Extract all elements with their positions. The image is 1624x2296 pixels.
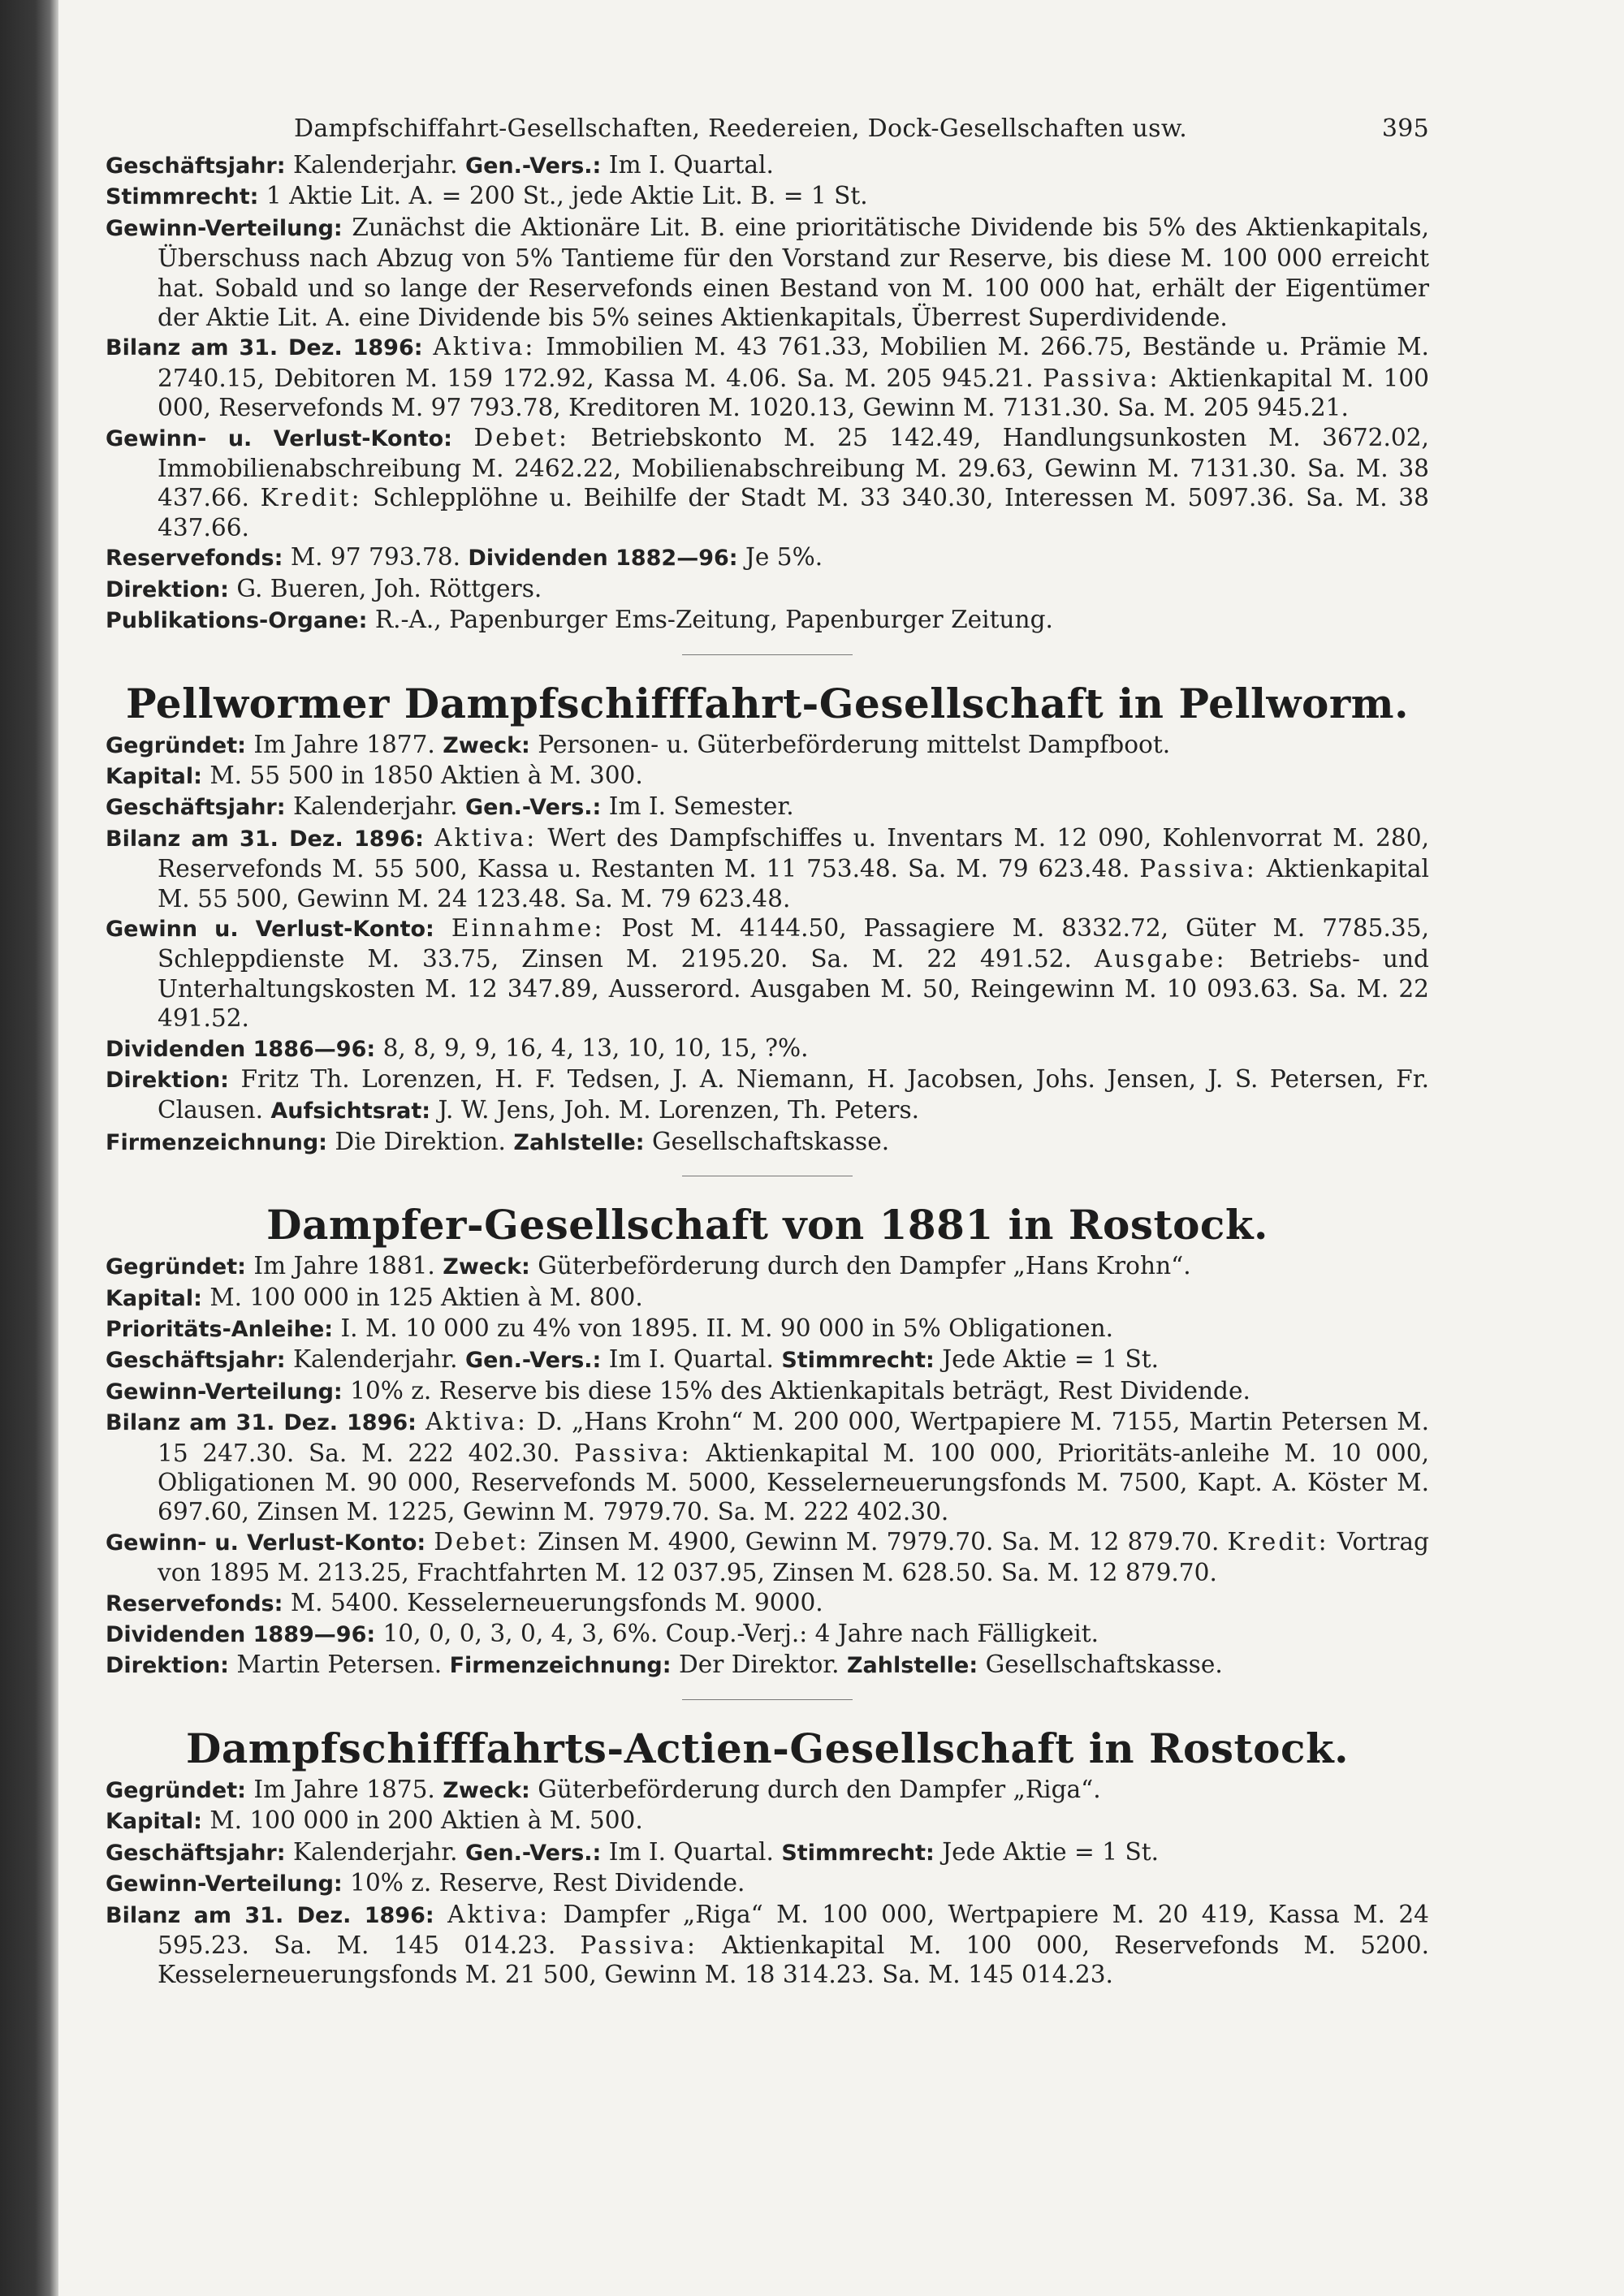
entry-pellworm bbox=[106, 730, 1429, 1159]
line-geschaeftsjahr: Geschäftsjahr: Kalenderjahr. Gen.-Vers.: Im I. Quartal. Stimmrecht: Jede Aktie = 1 St. bbox=[106, 1345, 1160, 1374]
line-reservefonds: Reservefonds: M. 97 793.78. Dividenden 1882—96: Je 5%. bbox=[106, 543, 823, 572]
company-heading-pellworm: Pellwormer Dampfschifffahrt-Gesellschaft in Pellworm. bbox=[126, 679, 1409, 727]
section-divider bbox=[682, 1699, 853, 1700]
running-head bbox=[106, 110, 1429, 150]
line-gegruendet: Gegründet: Im Jahre 1875. Zweck: Güterbeförderung durch den Dampfer „Riga“. bbox=[106, 1775, 1101, 1803]
line-guv: Gewinn- u. Verlust-Konto: Debet: Betriebskonto M. 25 142.49, Handlungsunkosten M. 3672.02, Immobilienabschreibung M. 2462.22, Mobilienabschreibung M. 29.63, Gewinn M. 7131.30. Sa. M. 38 437.66. Kredit: Schlepplöhne u. Beihilfe der Stadt M. 33 340.30, Interessen M. 5097.36. Sa. M. 38 437.66. bbox=[106, 423, 1429, 542]
page-number: 395 bbox=[1381, 114, 1429, 143]
running-head-title: Dampfschiffahrt-Gesellschaften, Reedereien, Dock-Gesellschaften usw. bbox=[294, 114, 1188, 143]
line-bilanz: Bilanz am 31. Dez. 1896: Aktiva: Wert des Dampfschiffes u. Inventars M. 12 090, Kohlenvorrat M. 280, Reservefonds M. 55 500, Kassa u. Restanten M. 11 753.48. Sa. M. 79 623.48. Passiva: Aktienkapital M. 55 500, Gewinn M. 24 123.48. Sa. M. 79 623.48. bbox=[106, 823, 1429, 913]
section-divider bbox=[682, 654, 853, 655]
line-bilanz: Bilanz am 31. Dez. 1896: Aktiva: Dampfer „Riga“ M. 100 000, Wertpapiere M. 20 419, Kassa M. 24 595.23. Sa. M. 145 014.23. Passiva: Aktienkapital M. 100 000, Reservefonds M. 5200. Kesselerneuerungsfonds M. 21 500, Gewinn M. 18 314.23. Sa. M. 145 014.23. bbox=[106, 1900, 1430, 1989]
line-gewinnverteilung: Gewinn-Verteilung: 10% z. Reserve bis diese 15% des Aktienkapitals beträgt, Rest Dividende. bbox=[106, 1376, 1250, 1405]
line-guv: Gewinn u. Verlust-Konto: Einnahme: Post M. 4144.50, Passagiere M. 8332.72, Güter M. 7785.35, Schleppdienste M. 33.75, Zinsen M. 2195.20. Sa. M. 22 491.52. Ausgabe: Betriebs- und Unterhaltungskosten M. 12 347.89, Ausserord. Ausgaben M. 50, Reingewinn M. 10 093.63. Sa. M. 22 491.52. bbox=[106, 913, 1429, 1033]
page bbox=[106, 110, 1429, 2220]
line-anleihe: Prioritäts-Anleihe: I. M. 10 000 zu 4% von 1895. II. M. 90 000 in 5% Obligationen. bbox=[106, 1314, 1114, 1342]
line-gegruendet: Gegründet: Im Jahre 1877. Zweck: Personen- u. Güterbeförderung mittelst Dampfboot. bbox=[106, 730, 1171, 758]
company-heading-rostock-1881: Dampfer-Gesellschaft von 1881 in Rostock. bbox=[266, 1201, 1268, 1249]
line-firmenzeichnung: Firmenzeichnung: Die Direktion. Zahlstelle: Gesellschaftskasse. bbox=[106, 1127, 890, 1155]
line-geschaeftsjahr: Geschäftsjahr: Kalenderjahr. Gen.-Vers.: Im I. Semester. bbox=[106, 792, 794, 821]
line-gegruendet: Gegründet: Im Jahre 1881. Zweck: Güterbeförderung durch den Dampfer „Hans Krohn“. bbox=[106, 1252, 1191, 1280]
line-geschaeftsjahr: Geschäftsjahr: Kalenderjahr. Gen.-Vers.: Im I. Quartal. Stimmrecht: Jede Aktie = 1 St. bbox=[106, 1837, 1160, 1866]
line-bilanz: Bilanz am 31. Dez. 1896: Aktiva: Immobilien M. 43 761.33, Mobilien M. 266.75, Bestände u. Prämie M. 2740.15, Debitoren M. 159 172.92, Kassa M. 4.06. Sa. M. 205 945.21. Passiva: Aktienkapital M. 100 000, Reservefonds M. 97 793.78, Kreditoren M. 1020.13, Gewinn M. 7131.30. Sa. M. 205 945.21. bbox=[106, 333, 1429, 422]
line-kapital: Kapital: M. 55 500 in 1850 Aktien à M. 300. bbox=[106, 761, 643, 789]
entry-rostock-actien bbox=[106, 1775, 1429, 1990]
line-direktion: Direktion: G. Bueren, Joh. Röttgers. bbox=[106, 574, 542, 602]
entry-rostock-1881 bbox=[106, 1251, 1429, 1681]
line-guv: Gewinn- u. Verlust-Konto: Debet: Zinsen M. 4900, Gewinn M. 7979.70. Sa. M. 12 879.70. Kredit: Vortrag von 1895 M. 213.25, Frachtfahrten M. 12 037.95, Zinsen M. 628.50. Sa. M. 12 879.70. bbox=[106, 1527, 1429, 1587]
line-gewinnverteilung: Gewinn-Verteilung: Zunächst die Aktionäre Lit. B. eine prioritätische Dividende bis 5% des Aktienkapitals, Überschuss nach Abzug von 5% Tantieme für den Vorstand zur Reserve, bis diese M. 100 000 erreicht hat. Sobald und so lange der Reservefonds einen Bestand von M. 100 000 hat, erhält der Eigentümer der Aktie Lit. A. eine Dividende bis 5% seines Aktienkapitals, Überrest Superdividende. bbox=[106, 213, 1429, 332]
line-direktion: Direktion: Martin Petersen. Firmenzeichnung: Der Direktor. Zahlstelle: Gesellschaftskasse. bbox=[106, 1651, 1223, 1679]
line-dividenden: Dividenden 1886—96: 8, 8, 9, 9, 16, 4, 13, 10, 10, 15, ?%. bbox=[106, 1034, 809, 1062]
line-kapital: Kapital: M. 100 000 in 200 Aktien à M. 500. bbox=[106, 1806, 643, 1835]
line-direktion: Direktion: Fritz Th. Lorenzen, H. F. Tedsen, J. A. Niemann, H. Jacobsen, Johs. Jensen, J. S. Petersen, Fr. Clausen. Aufsichtsrat: J. W. Jens, Joh. M. Lorenzen, Th. Peters. bbox=[106, 1064, 1429, 1124]
company-heading-rostock-actien: Dampfschifffahrts-Actien-Gesellschaft in Rostock. bbox=[186, 1724, 1349, 1772]
line-reservefonds: Reservefonds: M. 5400. Kesselerneuerungsfonds M. 9000. bbox=[106, 1588, 823, 1616]
line-stimmrecht: Stimmrecht: 1 Aktie Lit. A. = 200 St., jede Aktie Lit. B. = 1 St. bbox=[106, 182, 868, 210]
line-publikation: Publikations-Organe: R.-A., Papenburger Ems-Zeitung, Papenburger Zeitung. bbox=[106, 606, 1053, 634]
line-geschaeftsjahr: Geschäftsjahr: Kalenderjahr. Gen.-Vers.: Im I. Quartal. bbox=[106, 151, 774, 179]
line-bilanz: Bilanz am 31. Dez. 1896: Aktiva: D. „Hans Krohn“ M. 200 000, Wertpapiere M. 7155, Martin Petersen M. 15 247.30. Sa. M. 222 402.30. Passiva: Aktienkapital M. 100 000, Prioritäts-anleihe M. 10 000, Obligationen M. 90 000, Reservefonds M. 5000, Kesselerneuerungsfonds M. 7500, Kapt. A. Köster M. 697.60, Zinsen M. 1225, Gewinn M. 7979.70. Sa. M. 222 402.30. bbox=[106, 1408, 1429, 1526]
book-spine-edge bbox=[0, 0, 58, 2296]
line-gewinnverteilung: Gewinn-Verteilung: 10% z. Reserve, Rest Dividende. bbox=[106, 1869, 745, 1897]
line-dividenden: Dividenden 1889—96: 10, 0, 0, 3, 0, 4, 3, 6%. Coup.-Verj.: 4 Jahre nach Fälligkeit. bbox=[106, 1620, 1099, 1648]
entry-continued bbox=[106, 150, 1429, 637]
line-kapital: Kapital: M. 100 000 in 125 Aktien à M. 800. bbox=[106, 1283, 643, 1311]
